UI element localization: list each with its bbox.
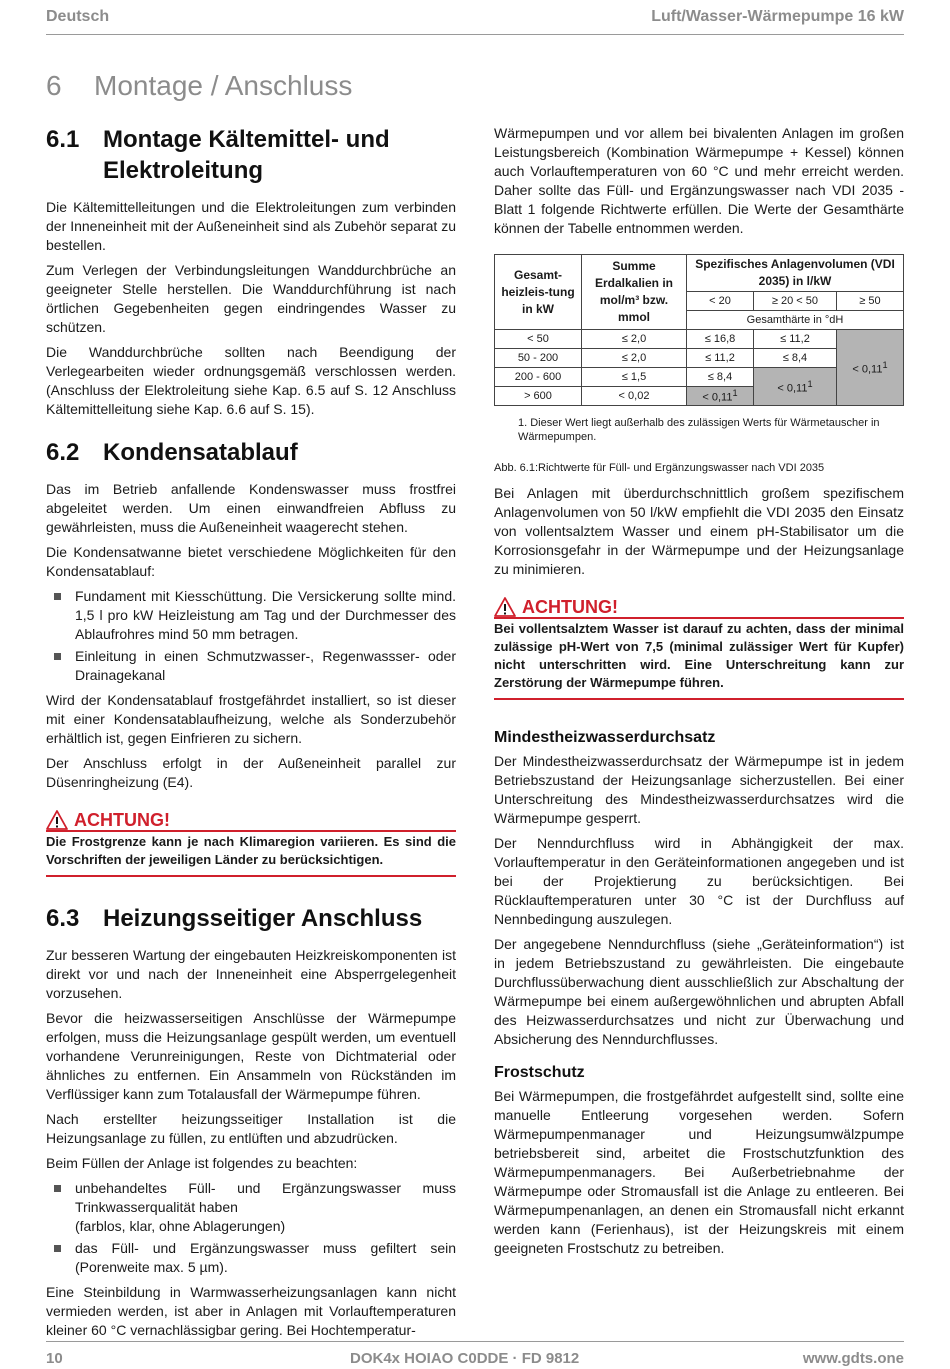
table-cell — [687, 387, 754, 406]
section-number: 6.3 — [46, 905, 80, 932]
warning-bottom-rule — [46, 875, 456, 877]
merged-mid-value: < 0,11 — [777, 382, 808, 395]
table-cell-merged-mid — [753, 368, 836, 406]
paragraph: Bei Wärmepumpen, die frostgefährdet aufgestellt sind, sollte eine manuelle Entleerung vorgesehen werden. Sofern Wärmepumpenmanager und Heizungsumwälzpumpe betriebsbereit sind, arbeitet die Frostschutzfunktion des Wärmepumpenmanagers. Bei Außerbetriebnahme der Wärmepumpe oder Stromausfall ist die Anlage zu entleeren. Bei Wärmepumpenanlagen, an denen ein Stromausfall nicht erkannt werden kann (Ferienhaus), ist der Heizungskreis mit einem geeigneten Frostschutz zu betreiben. — [494, 1088, 904, 1256]
table-cell: ≤ 8,4 — [753, 349, 836, 368]
table-cell: ≤ 2,0 — [582, 349, 687, 368]
footer-document-id: DOK4x HOIAO C0DDE · FD 9812 — [350, 1350, 580, 1367]
section-title-line2: Elektroleitung — [103, 157, 264, 184]
section-number: 6.1 — [46, 126, 80, 153]
table-cell-value: < 0,11 — [702, 391, 733, 404]
table-cell: ≤ 11,2 — [753, 330, 836, 349]
bullet-list — [46, 1179, 456, 1277]
table-cell-merged-right — [836, 330, 903, 406]
bullet-square-icon — [54, 593, 61, 600]
list-item — [46, 1179, 456, 1236]
table-header-alkaline: Summe Erdalkalien in mol/m³ bzw. mmol — [582, 255, 687, 330]
paragraph: Nach erstellter heizungsseitiger Installation ist die Heizungsanlage zu füllen, zu entlüften und abzudrücken. — [46, 1111, 456, 1146]
warning-text: Bei vollentsalztem Wasser ist darauf zu achten, dass der minimal zulässige pH-Wert von 7,5 (minimal zulässiger Wert für Kupfer) nicht unterschritten wird. Eine Unterschreitung kann zur Zerstörung der Wärmepumpe führen. — [494, 621, 904, 690]
table-header-power: Gesamt-heizleis-tung in kW — [495, 255, 582, 330]
section-title — [103, 124, 390, 186]
warning-box — [46, 810, 456, 877]
paragraph: Wird der Kondensatablauf frostgefährdet installiert, so ist dieser mit einer Kondensatablaufheizung, welche als Sonderzubehör erhältlich ist, gegen Einfrieren zu sichern. — [46, 692, 456, 746]
section-title: Heizungsseitiger Anschluss — [103, 905, 423, 932]
footnote-mark: 1 — [732, 388, 738, 399]
list-item-text: unbehandeltes Füll- und Ergänzungswasser muss Trinkwasserqualität haben — [75, 1180, 456, 1215]
table-cell: ≤ 11,2 — [687, 349, 754, 368]
list-item-text: das Füll- und Ergänzungswasser muss gefiltert sein (Porenweite max. 5 µm). — [75, 1240, 456, 1275]
table-subheader: < 20 — [687, 292, 754, 311]
footer-page-number: 10 — [46, 1350, 63, 1367]
right-column — [494, 124, 904, 1264]
table-cell: > 600 — [495, 387, 582, 406]
footer-website: www.gdts.one — [802, 1350, 904, 1367]
section-6-3-heading — [46, 903, 456, 934]
table-cell: ≤ 2,0 — [582, 330, 687, 349]
paragraph: Die Kondensatwanne bietet verschiedene Möglichkeiten für den Kondensatablauf: — [46, 544, 456, 579]
table-subheader: ≥ 20 < 50 — [753, 292, 836, 311]
paragraph: Zum Verlegen der Verbindungsleitungen Wanddurchbrüche an geeigneter Stelle herstellen. Die Wanddurchführung ist nach örtlichen Gegebenheiten gegen eindringendes Wasser zu schützen. — [46, 262, 456, 335]
paragraph: Zur besseren Wartung der eingebauten Heizkreiskomponenten ist direkt vor und nach der Inneneinheit eine Absperrgelegenheit vorzusehen. — [46, 947, 456, 1001]
header-language: Deutsch — [46, 8, 110, 25]
header-product: Luft/Wasser-Wärmepumpe 16 kW — [651, 8, 904, 25]
footer-divider — [46, 1341, 904, 1342]
footnote-mark: 1 — [882, 359, 888, 370]
table-row — [495, 330, 904, 349]
list-item — [46, 1239, 456, 1277]
section-title: Kondensatablauf — [103, 439, 298, 466]
table-cell: 50 - 200 — [495, 349, 582, 368]
paragraph: Der angegebene Nenndurchfluss (siehe „Geräteinformation“) ist in jedem Betriebszustand zu gewährleisten. Die eingebaute Durchflussüberwachung dient ausschließlich zur Abschaltung der Wärmepumpe bei einem außergewöhnlichen und abrupten Abfall des Heizwasserdurchsatzes und nicht zur Überwachung und Absicherung des Nenndurchflusses. — [494, 936, 904, 1047]
header-divider — [46, 34, 904, 35]
warning-bottom-rule — [494, 698, 904, 700]
paragraph: Der Anschluss erfolgt in der Außeneinheit parallel zur Düsenringheizung (E4). — [46, 755, 456, 790]
section-6-2-heading — [46, 437, 456, 468]
section-number: 6.2 — [46, 439, 80, 466]
bullet-square-icon — [54, 1185, 61, 1192]
table-cell: ≤ 1,5 — [582, 368, 687, 387]
bullet-list — [46, 587, 456, 685]
warning-box — [494, 597, 904, 700]
paragraph: Eine Steinbildung in Warmwasserheizungsanlagen kann nicht vermieden werden, ist aber in Anlagen mit Vorlauftemperaturen kleiner 60 °C vernachlässigbar gering. Bei Hochtemperatur- — [46, 1284, 456, 1338]
chapter-number: 6 — [46, 70, 62, 101]
warning-header — [46, 810, 456, 830]
table-cell: ≤ 16,8 — [687, 330, 754, 349]
paragraph: Wärmepumpen und vor allem bei bivalenten Anlagen im großen Leistungsbereich (Kombination Wärmepumpe + Kessel) können auch Vorlauftemperaturen von 60 °C und mehr erreicht werden. Daher sollte das Füll- und Ergänzungswasser nach VDI 2035 - Blatt 1 folgende Richtwerte erfüllen. Die Werte der Gesamthärte können der Tabelle entnommen werden. — [494, 125, 904, 236]
paragraph: Bei Anlagen mit überdurchschnittlich großem spezifischem Anlagenvolumen von 50 l/kW empfiehlt die VDI 2035 den Einsatz von vollentsalztem Wasser und einem pH-Stabilisator um die Korrosionsgefahr in der Wärmepumpe und der Heizungsanlage zu minimieren. — [494, 485, 904, 577]
subheading-mindestheizwasserdurchsatz: Mindestheizwasserdurchsatz — [494, 729, 716, 746]
section-6-1-heading — [46, 124, 456, 186]
list-item — [46, 587, 456, 644]
paragraph: Das im Betrieb anfallende Kondenswasser muss frostfrei abgeleitet werden. Um einen einwandfreien Abfluss zu gewährleisten, muss die Außeneinheit waagerecht stehen. — [46, 481, 456, 535]
warning-text: Die Frostgrenze kann je nach Klimaregion variieren. Es sind die Vorschriften der jeweiligen Länder zu berücksichtigen. — [46, 834, 456, 867]
table-cell: < 0,02 — [582, 387, 687, 406]
merged-right-value: < 0,11 — [852, 363, 883, 376]
table-cell: < 50 — [495, 330, 582, 349]
footnote-mark: 1 — [807, 378, 813, 389]
warning-title: ACHTUNG! — [74, 809, 170, 830]
table-header-volume: Spezifisches Anlagenvolumen (VDI 2035) in l/kW — [687, 255, 904, 292]
bullet-square-icon — [54, 653, 61, 660]
warning-header — [494, 597, 904, 617]
list-item-text: (farblos, klar, ohne Ablagerungen) — [75, 1218, 286, 1234]
subheading-frostschutz: Frostschutz — [494, 1064, 585, 1081]
bullet-square-icon — [54, 1245, 61, 1252]
list-item-text: Einleitung in einen Schmutzwasser-, Regenwassser- oder Drainagekanal — [75, 648, 456, 683]
paragraph: Die Wanddurchbrüche sollten nach Beendigung der Verlegearbeiten wieder ordnungsgemäß verschlossen werden. (Anschluss der Elektroleitung siehe Kap. 6.5 auf S. 12 Anschluss Kältemittelleitung siehe Kap. 6.6 auf S. 15). — [46, 344, 456, 417]
water-values-table — [494, 254, 904, 406]
paragraph: Beim Füllen der Anlage ist folgendes zu beachten: — [46, 1155, 358, 1171]
warning-title: ACHTUNG! — [522, 596, 618, 617]
paragraph: Der Mindestheizwasserdurchsatz der Wärmepumpe ist in jedem Betriebszustand der Heizungsanlage sicherzustellen. Bei einer Unterschreitung des Mindestheizwasserdurchsatzes wird die Wärmepumpe gesperrt. — [494, 753, 904, 826]
section-title-line1: Montage Kältemittel- und — [103, 126, 390, 153]
figure-caption: Abb. 6.1:Richtwerte für Füll- und Ergänzungswasser nach VDI 2035 — [494, 462, 825, 474]
warning-triangle-icon — [494, 597, 516, 617]
paragraph: Bevor die heizwasserseitigen Anschlüsse der Wärmepumpe erfolgen, muss die Heizungsanlage gespült werden, um eventuell vorhandene Verunreinigungen, Reste von Dichtmaterial oder ähnliches zu entfernen. Ein Ansammeln von Rückständen im Verflüssiger kann zum Totalausfall der Wärmepumpe führen. — [46, 1010, 456, 1102]
table-cell: 200 - 600 — [495, 368, 582, 387]
list-item — [46, 647, 456, 685]
chapter-title-text: Montage / Anschluss — [94, 70, 353, 101]
left-column — [46, 124, 456, 1346]
list-item-text: Fundament mit Kiesschüttung. Die Versickerung sollte mind. 1,5 l pro kW Heizleistung am Tag und der Durchmesser des Ablaufrohres mind 50 mm betragen. — [75, 588, 456, 642]
paragraph: Die Kältemittelleitungen und die Elektroleitungen zum verbinden der Inneneinheit mit der Außeneinheit sind als Zubehör separat zu bestellen. — [46, 199, 456, 253]
table-subheader: ≥ 50 — [836, 292, 903, 311]
paragraph: Der Nenndurchfluss wird in Abhängigkeit der max. Vorlauftemperatur in den Geräteinformationen angegeben und ist bei der Projektierung zu berücksichtigen. Bei Rücklauftemperaturen unter 30 °C ist der Durchfluss auf Nennbedingung auszulegen. — [494, 835, 904, 927]
table-unit-row: Gesamthärte in °dH — [687, 311, 904, 330]
chapter-title — [46, 70, 352, 102]
table-footnote: 1. Dieser Wert liegt außerhalb des zulässigen Werts für Wärmetauscher in Wärmepumpen. — [518, 417, 880, 443]
warning-triangle-icon — [46, 810, 68, 830]
table-cell: ≤ 8,4 — [687, 368, 754, 387]
